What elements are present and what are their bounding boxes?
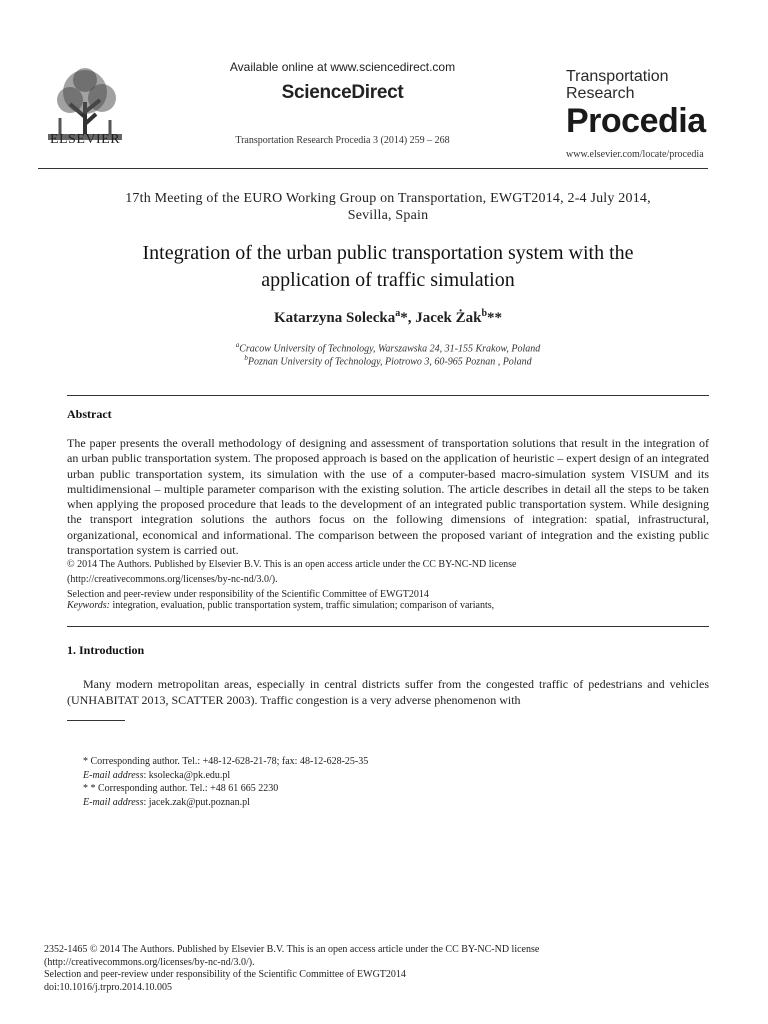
meeting-line2: Sevilla, Spain [347, 208, 429, 223]
doi-line[interactable]: doi:10.1016/j.trpro.2014.10.005 [44, 981, 173, 993]
author-name: Jacek Żak [415, 310, 482, 326]
affiliation-text: Poznan University of Technology, Piotrowo 3, 60-965 Poznan , Poland [247, 356, 532, 368]
abstract-heading: Abstract [67, 407, 112, 421]
header-rule [38, 168, 708, 169]
title-line2: application of traffic simulation [261, 269, 515, 291]
review-line-bottom: Selection and peer-review under responsibility of the Scientific Committee of EWGT2014 [44, 969, 406, 980]
footnote-email-1 [83, 769, 483, 783]
affiliation-marker: a [235, 341, 240, 349]
keywords-text: integration, evaluation, public transportation system, traffic simulation; comparison of variants, [109, 600, 495, 611]
review-line: Selection and peer-review under responsibility of the Scientific Committee of EWGT2014 [67, 589, 429, 600]
abstract-body: The paper presents the overall methodology of designing and assessment of transportation solutions that result in the integration of an urban public transportation system. The proposed approach is based on the application of heuristic – expert design of an integrated urban public transportation system, its simulation with the use of a computer-based macro-simulation system VISUM and its multidimensional – multiple parameter comparison with the existing solution. The article describes in detail all the steps to be taken when applying the proposed procedure that leads to the development of an integrated public transportation system. While designing the transport integration solutions the authors focus on the following dimensions of integration: spatial, infrastructural, organizational, economical and informational. The comparison between the proposed variant of integration and the existing public transportation system is carried out. [67, 436, 709, 558]
intro-paragraph: Many modern metropolitan areas, especially in central districts suffer from the congested traffic of pedestrians and vehicles (UNHABITAT 2013, SCATTER 2003). Traffic congestion is a very adverse phenomenon with [67, 677, 709, 707]
journal-title-line2: Research [566, 85, 635, 102]
license-block [67, 557, 709, 602]
available-online-text: Available online at www.sciencedirect.com [229, 60, 456, 74]
journal-title-line1: Transportation [566, 68, 669, 85]
meeting-line1: 17th Meeting of the EURO Working Group on Transportation, EWGT2014, 2-4 July 2014, [125, 191, 651, 206]
footnote-corresponding-2: * * Corresponding author. Tel.: +48 61 665 2230 [83, 783, 279, 794]
meeting-info [80, 190, 696, 224]
affiliation-b [100, 354, 676, 367]
affiliation-marker: b [481, 308, 488, 319]
license-line: © 2014 The Authors. Published by Elsevier B.V. This is an open access article under the CC BY-NC-ND license [67, 559, 517, 570]
email-value: : jacek.zak@put.poznan.pl [143, 797, 250, 808]
bottom-notice [44, 944, 724, 994]
email-value: : ksolecka@pk.edu.pl [143, 770, 231, 781]
section-heading: 1. Introduction [67, 643, 145, 657]
journal-url: www.elsevier.com/locate/procedia [566, 149, 704, 160]
journal-logo [566, 68, 726, 140]
abstract-top-rule [67, 395, 709, 396]
issn-license-line: 2352-1465 © 2014 The Authors. Published by Elsevier B.V. This is an open access article under the CC BY-NC-ND license [44, 944, 540, 955]
license-link[interactable]: (http://creativecommons.org/licenses/by-nc-nd/3.0/). [67, 574, 278, 585]
email-label: E-mail address [83, 797, 144, 808]
paper-title [60, 240, 716, 294]
sciencedirect-wordmark: ScienceDirect [281, 82, 404, 103]
affiliation-text: Cracow University of Technology, Warszawska 24, 31-155 Krakow, Poland [239, 343, 541, 355]
affiliation-a [100, 341, 676, 354]
author-list [100, 308, 676, 327]
affiliation-marker: b [244, 354, 248, 362]
email-label: E-mail address [83, 770, 144, 781]
footnote-rule [67, 720, 125, 721]
keywords-label: Keywords: [67, 600, 110, 611]
corresponding-marker: *, [400, 310, 416, 326]
journal-citation: Transportation Research Procedia 3 (2014) 259 – 268 [235, 135, 450, 146]
footnote-corresponding-1: * Corresponding author. Tel.: +48-12-628-21-78; fax: 48-12-628-25-35 [83, 756, 369, 767]
abstract-bottom-rule [67, 626, 709, 627]
keywords-line [67, 600, 709, 611]
affiliation-marker: a [395, 308, 401, 319]
footnote-email-2 [83, 796, 483, 810]
license-url-line[interactable]: (http://creativecommons.org/licenses/by-nc-nd/3.0/). [44, 956, 255, 968]
journal-title-line3: Procedia [566, 102, 706, 140]
title-line1: Integration of the urban public transportation system with the [142, 242, 634, 264]
corresponding-marker: ** [487, 310, 503, 326]
publisher-name: ELSEVIER [49, 132, 121, 147]
author-name: Katarzyna Solecka [273, 310, 396, 326]
